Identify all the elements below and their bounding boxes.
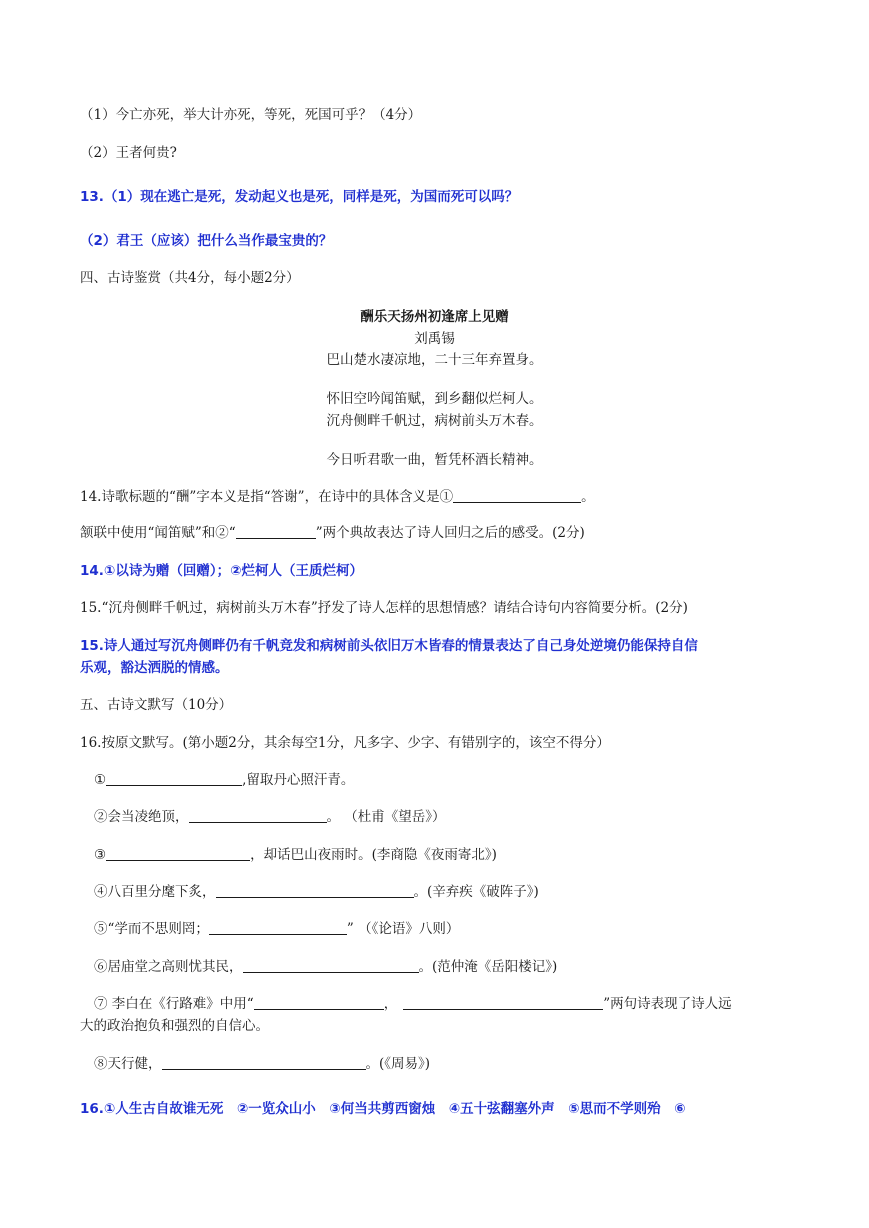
- q13-item-1: （1）今亡亦死，举大计亦死，等死，死国可乎？（4分）: [80, 107, 422, 123]
- item-text: ，却话巴山夜雨时。(李商隐《夜雨寄北》): [250, 847, 497, 863]
- item-text: 。(《周易》): [365, 1056, 431, 1072]
- item-label: ③: [94, 847, 107, 863]
- q16-item-3: [94, 845, 497, 865]
- item-text: ②会当凌绝顶，: [94, 809, 189, 825]
- poem-line: 沉舟侧畔千帆过，病树前头万木春。: [326, 413, 543, 429]
- q14-text: 颔联中使用“闻笛赋”和②“: [80, 525, 236, 541]
- item-text: ,留取丹心照汗青。: [242, 772, 355, 788]
- q14-blank-1[interactable]: [453, 488, 581, 503]
- q14-answer: 14.①以诗为赠（回赠）；②烂柯人（王质烂柯）: [80, 563, 364, 579]
- q14-line-1: [80, 487, 595, 507]
- q16-item-5: [94, 919, 459, 939]
- section-5-heading: 五、古诗文默写（10分）: [80, 697, 233, 713]
- item-text: ⑦ 李白在《行路难》中用“: [94, 996, 254, 1012]
- q13-answer-1: 13.（1）现在逃亡是死，发动起义也是死，同样是死，为国而死可以吗？: [80, 189, 519, 205]
- q14-text-end: ”两个典故表达了诗人回归之后的感受。(2分): [315, 525, 585, 541]
- item-text: ④八百里分麾下炙，: [94, 884, 216, 900]
- item-text: ” （《论语》八则）: [346, 921, 460, 937]
- q14-text: 14.诗歌标题的“酬”字本义是指“答谢”，在诗中的具体含义是①: [80, 489, 454, 505]
- poem-title: 酬乐天扬州初逢席上见赠: [360, 309, 509, 325]
- q16-blank-6[interactable]: [243, 958, 419, 973]
- item-text: 。 （杜甫《望岳》）: [326, 809, 446, 825]
- section-4-heading: 四、古诗鉴赏（共4分，每小题2分）: [80, 270, 300, 286]
- q16-blank-8[interactable]: [162, 1055, 366, 1070]
- poem-line: 怀旧空吟闻笛赋，到乡翻似烂柯人。: [326, 391, 543, 407]
- q16-item-7: [94, 994, 732, 1014]
- item-text: ⑤“学而不思则罔；: [94, 921, 209, 937]
- q16-blank-4[interactable]: [216, 883, 414, 898]
- q16-item-8: [94, 1054, 430, 1074]
- q15-answer-line-2: 乐观，豁达洒脱的情感。: [80, 660, 229, 676]
- q15-answer-line-1: 15.诗人通过写沉舟侧畔仍有千帆竞发和病树前头依旧万木皆春的情景表达了自己身处逆境仍能保持自信: [80, 638, 698, 654]
- q14-text-end: 。: [581, 489, 595, 505]
- item-text: ”两句诗表现了诗人远: [603, 996, 732, 1012]
- poem-author: 刘禹锡: [414, 331, 455, 347]
- q16-blank-2[interactable]: [189, 808, 327, 823]
- q16-answer: 16.①人生古自故谁无死 ②一览众山小 ③何当共剪西窗烛 ④五十弦翻塞外声 ⑤思而不学则殆 ⑥: [80, 1101, 686, 1117]
- item-text: ⑥居庙堂之高则忧其民，: [94, 959, 243, 975]
- q14-line-2: [80, 523, 585, 543]
- poem-line: 今日听君歌一曲，暂凭杯酒长精神。: [326, 452, 543, 468]
- q13-item-2: （2）王者何贵?: [80, 145, 177, 161]
- q16-blank-5[interactable]: [209, 920, 347, 935]
- q16-item-1: [94, 770, 354, 790]
- item-text: 。(范仲淹《岳阳楼记》): [418, 959, 558, 975]
- q16-item-4: [94, 882, 539, 902]
- item-text: ，: [383, 996, 398, 1012]
- item-text: ⑧天行健，: [94, 1056, 162, 1072]
- q14-blank-2[interactable]: [236, 524, 316, 539]
- q16-blank-1[interactable]: [106, 771, 242, 786]
- q16-item-6: [94, 957, 557, 977]
- q16-blank-7a[interactable]: [254, 995, 384, 1010]
- item-text: 。(辛弃疾《破阵子》): [413, 884, 539, 900]
- q16-blank-3[interactable]: [106, 846, 250, 861]
- item-label: ①: [94, 772, 107, 788]
- q16-blank-7b[interactable]: [403, 995, 603, 1010]
- q16-item-2: [94, 807, 446, 827]
- poem-line: 巴山楚水凄凉地，二十三年弃置身。: [326, 352, 543, 368]
- q16-intro: 16.按原文默写。(第小题2分，其余每空1分，凡多字、少字、有错别字的，该空不得分）: [80, 735, 610, 751]
- q16-item-7-cont: 大的政治抱负和强烈的自信心。: [80, 1018, 269, 1034]
- q15-question: 15.“沉舟侧畔千帆过，病树前头万木春”抒发了诗人怎样的思想情感？请结合诗句内容简要分析。(2分): [80, 600, 688, 616]
- q13-answer-2: （2）君王（应该）把什么当作最宝贵的？: [80, 233, 333, 249]
